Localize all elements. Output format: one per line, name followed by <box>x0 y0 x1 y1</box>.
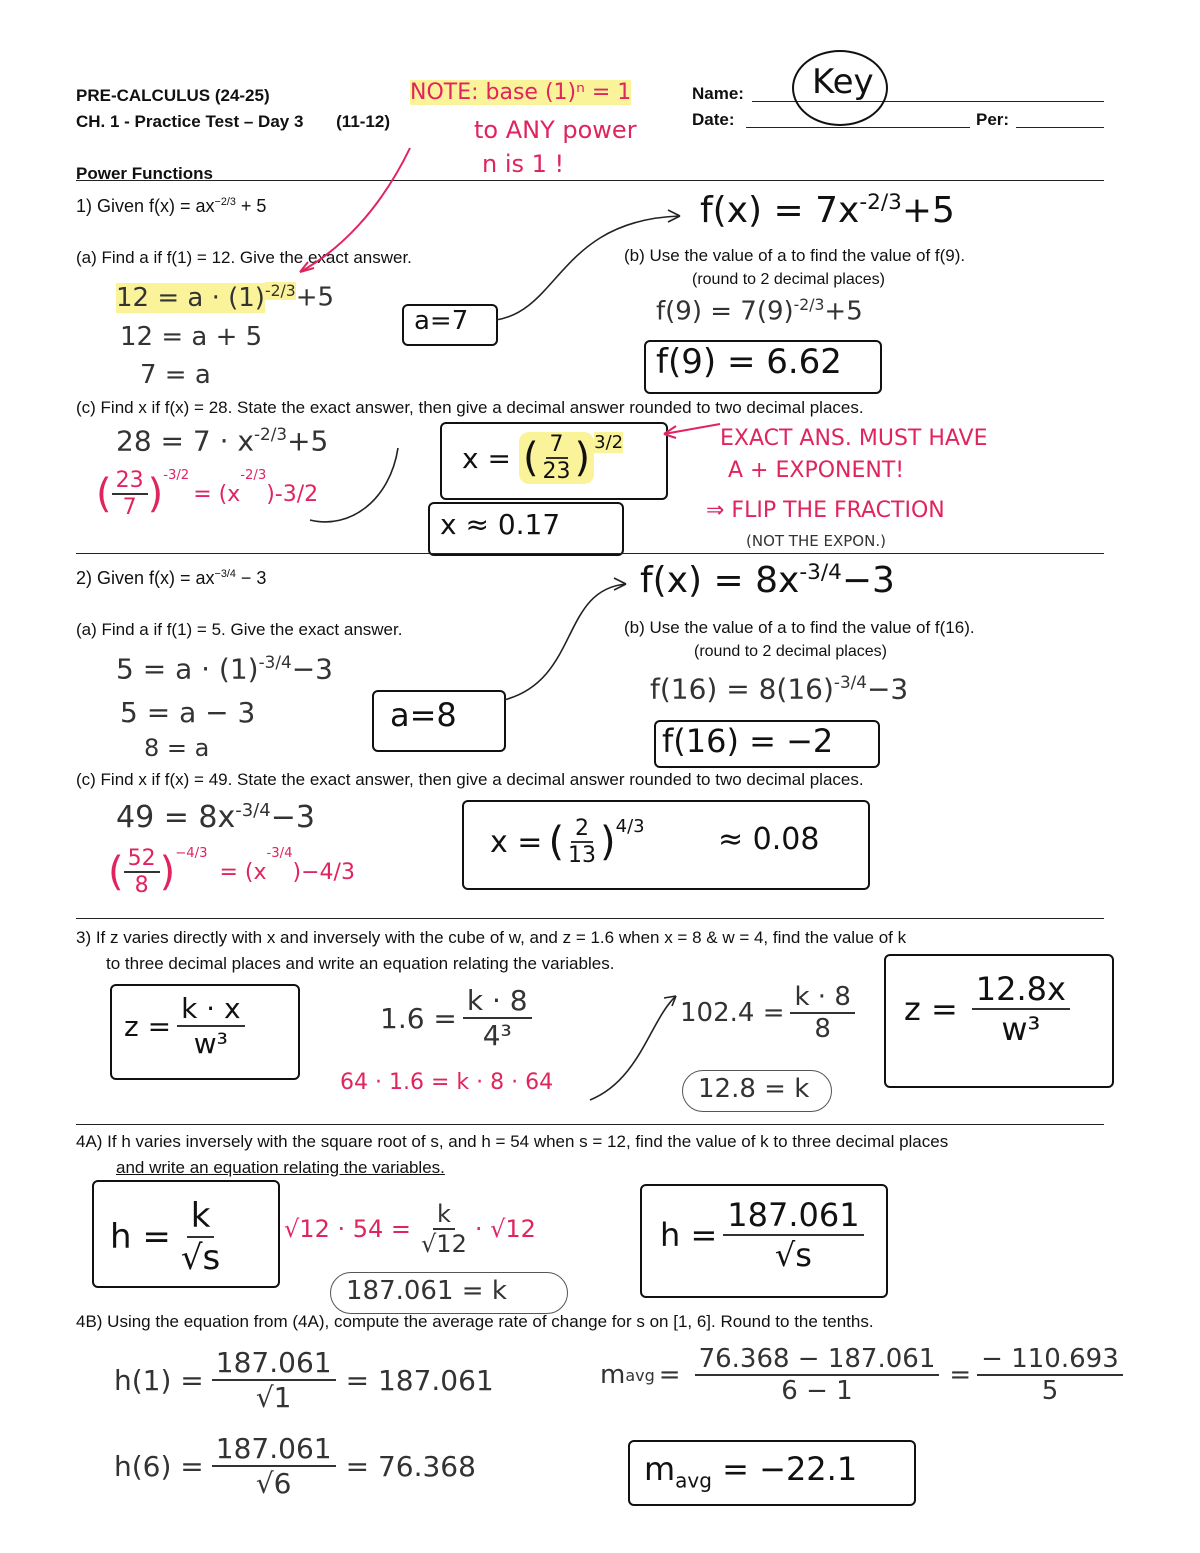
q1b-round: (round to 2 decimal places) <box>692 271 885 288</box>
q1-given-base: 1) Given f(x) = ax <box>76 196 215 216</box>
section-title: Power Functions <box>76 164 213 183</box>
q3-work-1-frac <box>463 984 532 1052</box>
q2-given-tail: − 3 <box>235 568 267 588</box>
q4b-h6-frac <box>212 1432 336 1500</box>
q4b-answer-value: = −22.1 <box>722 1450 858 1488</box>
q2c-exact-num: 2 <box>571 816 593 843</box>
q2c-work-2: ( $\frac{52}{8}$ ) $^{-4/3}$ = (x $^{-3/4}$ )−4/3 <box>108 846 355 898</box>
test-title <box>76 112 390 132</box>
q4a-k-value: 187.061 = k <box>346 1276 507 1306</box>
q4b-mavg-result-frac <box>977 1344 1123 1406</box>
q4a-model-den: √s <box>180 1238 221 1278</box>
q4b-h1-num: 187.061 <box>212 1346 336 1381</box>
q1b-work-tail: +5 <box>824 296 863 327</box>
q4a-model <box>110 1196 224 1278</box>
q4a-work-1-num: k <box>433 1200 455 1230</box>
q1a-work-2: 12 = a + 5 <box>120 322 263 352</box>
q1c-note-4: (NOT THE EXPON.) <box>746 532 886 550</box>
name-value: Key <box>812 62 874 102</box>
q3-answer-num: 12.8x <box>972 970 1070 1010</box>
q3-work-2: 64 · 1.6 = k · 8 · 64 <box>340 1070 554 1095</box>
q4b-mavg-m: m <box>600 1360 626 1390</box>
q1c-exact: x = ( $\frac{7}{23}$ ) $^{3/2}$ <box>462 432 624 484</box>
q1a-prompt: (a) Find a if f(1) = 12. Give the exact answer. <box>76 248 412 267</box>
note-line1 <box>410 80 631 105</box>
q3-work-3-lhs: 102.4 = <box>680 998 785 1028</box>
q4b-h6 <box>114 1432 476 1500</box>
q2b-prompt: (b) Use the value of a to find the value of f(16). <box>624 618 975 637</box>
q1c-work-2-frac <box>112 468 148 520</box>
q4b-answer-sub: avg <box>675 1468 712 1493</box>
q4a-work-1-frac <box>417 1200 471 1258</box>
q3-work-1-lhs: 1.6 = <box>380 1001 457 1035</box>
date-label: Date: <box>692 110 735 129</box>
q3-answer-den: w³ <box>1001 1010 1041 1048</box>
q4b-mavg-frac <box>695 1344 940 1406</box>
q2b-answer: f(16) = −2 <box>662 722 834 760</box>
course-title: PRE-CALCULUS (24-25) <box>76 86 270 105</box>
q3-answer-frac <box>972 970 1070 1048</box>
q2a-answer: a=8 <box>390 696 457 734</box>
q1b-work-base: f(9) = 7(9) <box>656 296 794 327</box>
q1a-answer: a=7 <box>414 306 469 336</box>
q4b-mavg-eq: = <box>658 1360 681 1390</box>
q2b-work-tail: −3 <box>866 672 909 706</box>
q1c-note-1: EXACT ANS. MUST HAVE <box>720 426 988 451</box>
q2c-exact-prefix: x = <box>490 824 543 860</box>
q2c-work-2-exp: −4/3 <box>175 846 208 861</box>
q2-divider <box>76 918 1104 919</box>
q2c-work-1-exp: -3/4 <box>235 800 271 821</box>
q2a-prompt: (a) Find a if f(1) = 5. Give the exact answer. <box>76 620 403 639</box>
q1c-work-2-num: 23 <box>112 468 148 495</box>
q2c-work-1-base: 49 = 8x <box>116 800 236 835</box>
q3-prompt-2: to three decimal places and write an equation relating the variables. <box>106 954 615 973</box>
per-line <box>1016 127 1104 128</box>
q1a-work-1 <box>116 282 334 313</box>
q2-given-exponent: −3/4 <box>214 568 236 580</box>
q1-rewrite <box>700 190 955 231</box>
q1-given-exponent: −2/3 <box>214 196 236 208</box>
q2a-work-1 <box>116 652 333 685</box>
q2-arrow <box>504 584 626 700</box>
q1-divider <box>76 553 1104 554</box>
q4a-prompt-2: and write an equation relating the variables. <box>116 1158 445 1177</box>
q1c-exact-num: 7 <box>546 432 568 459</box>
q2c-exact-den: 13 <box>568 843 597 868</box>
q4a-answer <box>660 1196 864 1274</box>
q2c-work-2-den: 8 <box>134 873 149 898</box>
q1c-work-2-rhs: = (x <box>193 481 241 507</box>
q1c-work-1-tail: +5 <box>287 424 329 458</box>
exact-note-arrow <box>664 424 720 434</box>
q3-model-num: k · x <box>177 992 245 1027</box>
name-circle <box>792 50 888 126</box>
q1-given-tail: + 5 <box>235 196 267 216</box>
q4a-work-1 <box>284 1200 536 1258</box>
q1c-work-2-rhs-exp: -2/3 <box>240 468 267 483</box>
q2b-work <box>650 672 908 705</box>
q1c-work-2-den: 7 <box>122 495 137 520</box>
q4a-model-frac <box>177 1196 224 1278</box>
q3-k-value: 12.8 = k <box>698 1074 810 1104</box>
q1-rewrite-tail: +5 <box>901 190 955 231</box>
q4b-mavg-result-den: 5 <box>1041 1376 1059 1406</box>
q1c-work-2: ( $\frac{23}{7}$ ) $^{-3/2}$ = (x $^{-2/3}$ )-3/2 <box>96 468 319 520</box>
q2c-decimal: ≈ 0.08 <box>718 822 820 857</box>
q1b-work <box>656 296 863 327</box>
q1c-decimal: x ≈ 0.17 <box>440 508 561 541</box>
q4a-prompt-1: 4A) If h varies inversely with the square root of s, and h = 54 when s = 12, find the value of k to three decimal places <box>76 1132 949 1151</box>
q1-rewrite-exponent: -2/3 <box>859 190 902 215</box>
q1b-prompt: (b) Use the value of a to find the value of f(9). <box>624 246 966 265</box>
q4a-work-1-lhs: √12 · 54 = <box>284 1215 411 1243</box>
q2c-work-1 <box>116 800 315 835</box>
q1c-note-2: A + EXPONENT! <box>728 458 905 483</box>
test-name: CH. 1 - Practice Test – Day 3 <box>76 112 304 131</box>
q4b-prompt: 4B) Using the equation from (4A), compute the average rate of change for s on [1, 6]. Round to the tenths. <box>76 1312 874 1331</box>
q4b-mavg: m avg = $\frac{76.368 - 187.061}{6 - 1}$ = $\frac{- 110.693}{5}$ <box>600 1344 1123 1406</box>
q3-work-1-den: 4³ <box>482 1019 512 1052</box>
q3-model-lhs: z = <box>124 1009 172 1043</box>
q3-work-1 <box>380 984 532 1052</box>
q1c-work-1 <box>116 424 328 457</box>
q2c-prompt: (c) Find x if f(x) = 49. State the exact answer, then give a decimal answer rounded to two decimal places. <box>76 770 864 789</box>
q4b-h1 <box>114 1346 494 1414</box>
q2b-round: (round to 2 decimal places) <box>694 643 887 660</box>
q4b-mavg-den: 6 − 1 <box>781 1376 853 1406</box>
q3-model-den: w³ <box>193 1027 228 1060</box>
section-rule <box>76 180 1104 181</box>
q3-arrow <box>590 996 676 1100</box>
q2a-work-2: 5 = a − 3 <box>120 696 256 729</box>
q4a-answer-frac <box>723 1196 863 1274</box>
q1c-work-1-base: 28 = 7 · x <box>116 424 254 458</box>
q4a-model-lhs: h = <box>110 1217 171 1257</box>
q4b-h6-den: √6 <box>255 1467 292 1500</box>
q1a-work-1-exp: -2/3 <box>264 282 296 300</box>
q3-work-3 <box>680 982 855 1044</box>
q4b-h1-lhs: h(1) = <box>114 1363 204 1397</box>
q2b-work-base: f(16) = 8(16) <box>650 672 834 706</box>
q1c-note-3: ⇒ FLIP THE FRACTION <box>706 498 945 523</box>
q4b-answer <box>644 1450 857 1492</box>
q4b-answer-m: m <box>644 1450 676 1488</box>
q4a-answer-lhs: h = <box>660 1216 718 1254</box>
per-label: Per: <box>976 110 1010 129</box>
q4a-work-1-den: √12 <box>421 1230 467 1258</box>
q4b-h1-frac <box>212 1346 336 1414</box>
q4b-mavg-num: 76.368 − 187.061 <box>695 1344 940 1376</box>
note-line3: n is 1 ! <box>482 150 565 178</box>
q2a-work-1-tail: −3 <box>291 652 333 686</box>
q2c-work-2-num: 52 <box>124 846 160 873</box>
q1c-exact-prefix: x = <box>462 441 511 475</box>
q3-prompt-1: 3) If z varies directly with x and inversely with the cube of w, and z = 1.6 when x = 8 & w = 4, find the value of k <box>76 928 907 947</box>
q4b-h6-lhs: h(6) = <box>114 1449 204 1483</box>
q2-rewrite <box>640 560 895 601</box>
q4b-h1-den: √1 <box>255 1381 292 1414</box>
q1c-exact-den: 23 <box>542 459 571 484</box>
q1c-work-2-rhs-tail: )-3/2 <box>266 481 319 507</box>
q1-rewrite-base: f(x) = 7x <box>700 190 860 231</box>
q1a-work-1-base: 12 = a · (1) <box>116 282 265 313</box>
test-range: (11-12) <box>336 112 391 131</box>
q2a-work-1-base: 5 = a · (1) <box>116 652 259 686</box>
q2b-work-exp: -3/4 <box>833 672 867 692</box>
q2a-work-3: 8 = a <box>144 734 210 762</box>
q3-work-1-num: k · 8 <box>463 984 532 1019</box>
q2a-work-1-exp: -3/4 <box>258 652 292 672</box>
q1c-work-2-exp: -3/2 <box>163 468 190 483</box>
q4a-answer-den: √s <box>774 1236 812 1274</box>
q4b-mavg-result-num: − 110.693 <box>977 1344 1123 1376</box>
q2c-exact-exp: 4/3 <box>615 816 645 837</box>
q2c-exact-frac <box>564 816 600 868</box>
q1-given <box>76 196 266 217</box>
q3-answer-lhs: z = <box>904 990 958 1028</box>
q1c-work-1-exp: -2/3 <box>253 424 288 444</box>
q2c-exact: x = ( $\frac{2}{13}$ ) $^{4/3}$ <box>490 816 645 868</box>
q4a-answer-num: 187.061 <box>723 1196 863 1236</box>
q1b-answer: f(9) = 6.62 <box>656 342 842 382</box>
q2c-work-1-tail: −3 <box>270 800 315 835</box>
q2c-work-2-rhs-tail: )−4/3 <box>292 859 355 885</box>
q2-given-base: 2) Given f(x) = ax <box>76 568 215 588</box>
q2-given <box>76 568 266 589</box>
date-line <box>746 127 970 128</box>
q2c-work-2-frac <box>124 846 160 898</box>
note-text-1: NOTE: base (1)ⁿ = 1 <box>410 80 632 105</box>
q4a-model-num: k <box>187 1196 215 1238</box>
q1-arrow <box>496 216 680 320</box>
q3-model-frac <box>177 992 245 1060</box>
q3-work-3-num: k · 8 <box>790 982 854 1014</box>
q4b-h6-num: 187.061 <box>212 1432 336 1467</box>
q2c-work-2-rhs-exp: -3/4 <box>266 846 293 861</box>
q1c-prompt: (c) Find x if f(x) = 28. State the exact answer, then give a decimal answer rounded to two decimal places. <box>76 398 864 417</box>
q4b-mavg-sub: avg <box>625 1365 655 1385</box>
q3-divider <box>76 1124 1104 1125</box>
q3-work-3-den: 8 <box>814 1014 831 1044</box>
q4a-work-1-tail: · √12 <box>474 1215 536 1243</box>
name-label: Name: <box>692 84 744 103</box>
q1c-arrow <box>310 448 398 522</box>
q1c-exact-exp: 3/2 <box>594 432 624 453</box>
q3-work-3-frac <box>790 982 854 1044</box>
q2c-work-2-rhs: = (x <box>219 859 267 885</box>
q3-model <box>124 992 245 1060</box>
note-line2: to ANY power <box>474 116 637 144</box>
q4b-h6-result: = 76.368 <box>345 1449 476 1483</box>
q4b-h1-result: = 187.061 <box>345 1363 494 1397</box>
q3-answer <box>904 970 1070 1048</box>
q1a-work-3: 7 = a <box>140 360 211 390</box>
q1b-work-exp: -2/3 <box>793 296 825 314</box>
q1c-exact-frac <box>539 432 575 484</box>
q2-rewrite-base: f(x) = 8x <box>640 560 800 601</box>
q2-rewrite-exponent: -3/4 <box>799 560 842 585</box>
q2-rewrite-tail: −3 <box>841 560 895 601</box>
q1a-work-1-tail: +5 <box>295 282 335 313</box>
